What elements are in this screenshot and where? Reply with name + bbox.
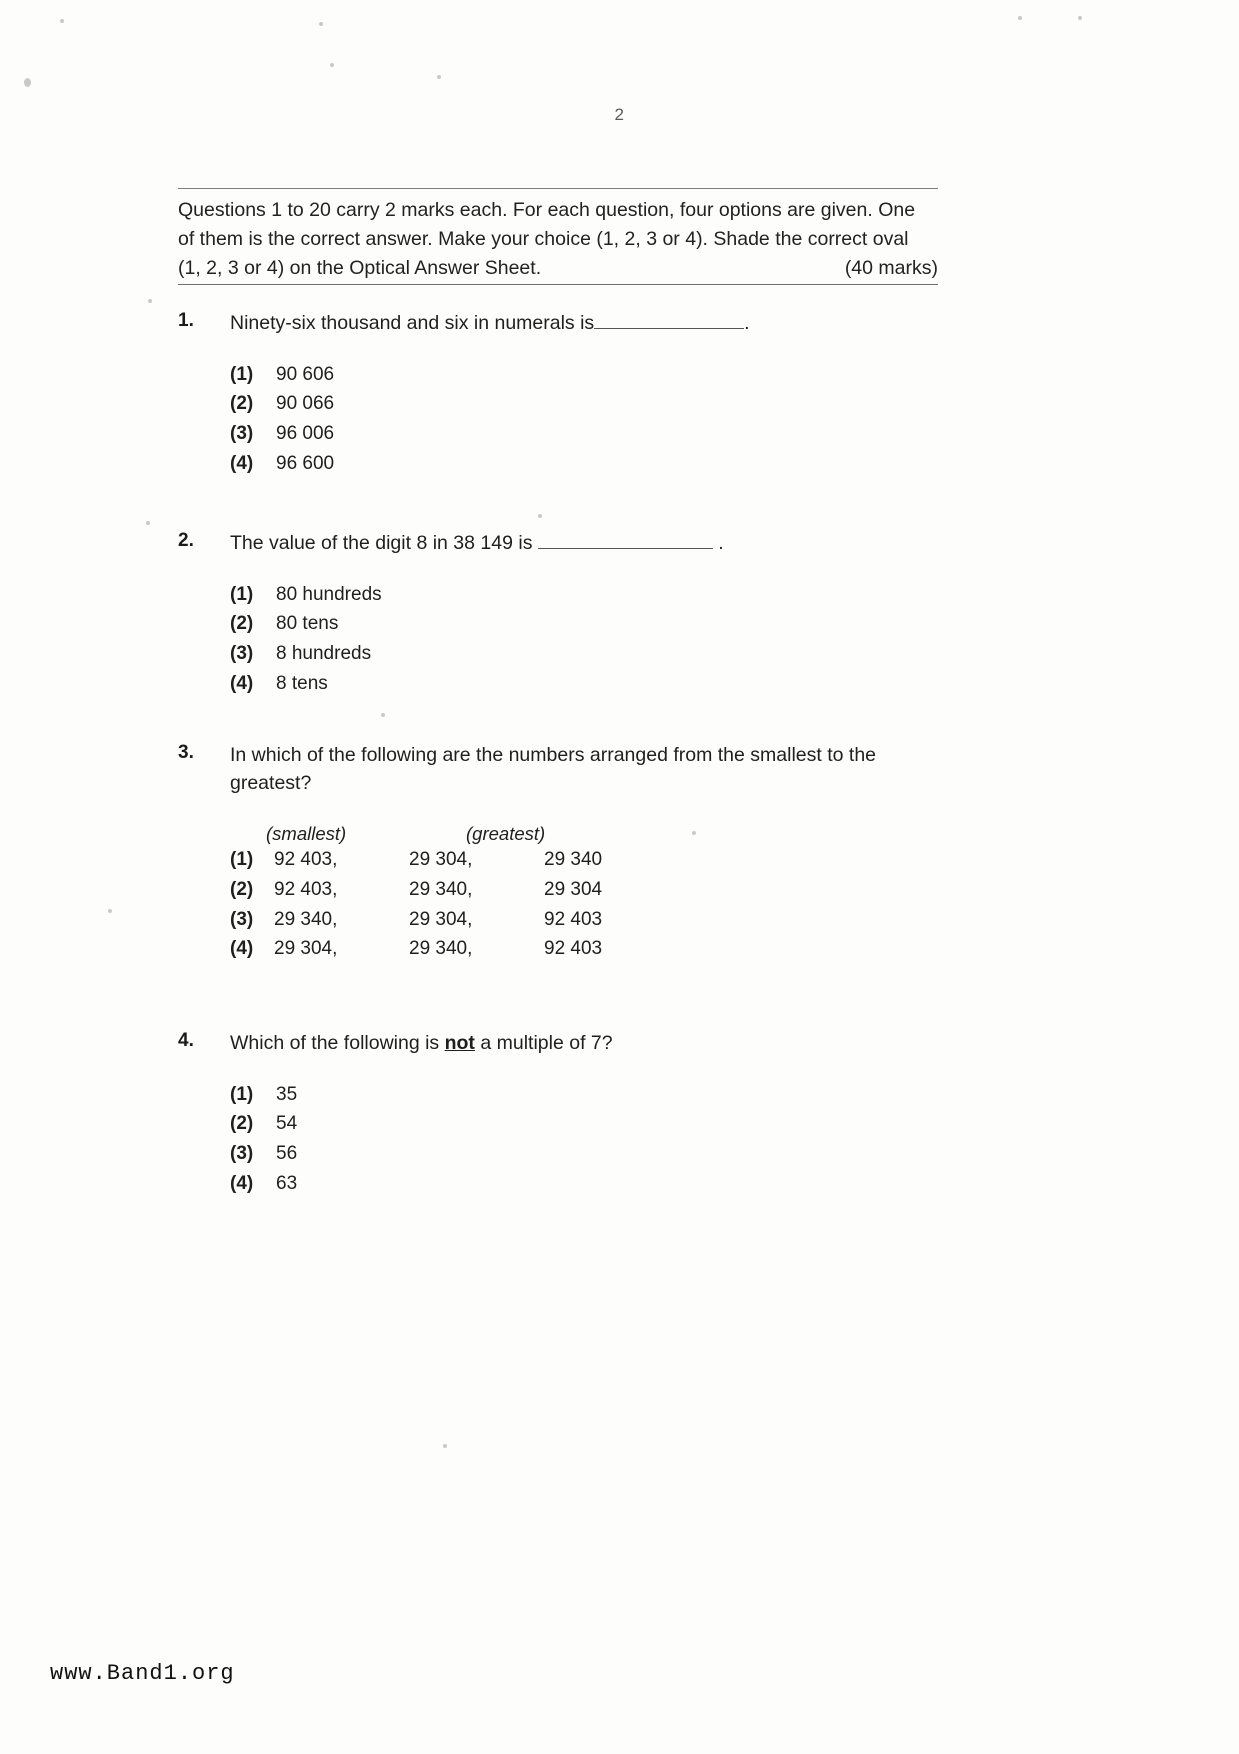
option-3[interactable] bbox=[230, 905, 978, 935]
question-4-options bbox=[230, 1080, 978, 1199]
option-4-label: (4) bbox=[230, 1172, 254, 1194]
option-1[interactable] bbox=[230, 580, 978, 610]
answer-blank bbox=[538, 534, 713, 549]
option-4-label: (4) bbox=[230, 672, 254, 694]
answer-blank bbox=[594, 314, 744, 329]
option-1[interactable] bbox=[230, 845, 978, 875]
question-2 bbox=[178, 530, 978, 698]
option-4[interactable] bbox=[230, 669, 978, 699]
header-smallest: (smallest) bbox=[266, 823, 347, 845]
option-1-label: (1) bbox=[230, 363, 254, 385]
question-4-stem-end: a multiple of 7? bbox=[474, 1032, 613, 1054]
option-2-value: 80 tens bbox=[276, 613, 339, 635]
option-4-label: (4) bbox=[230, 452, 254, 474]
question-2-number: 2. bbox=[178, 530, 194, 551]
scan-speck bbox=[319, 22, 323, 26]
scan-speck bbox=[1018, 16, 1022, 20]
option-1-value: 90 606 bbox=[276, 363, 335, 385]
question-1-text bbox=[230, 310, 978, 338]
question-1-options bbox=[230, 360, 978, 479]
option-1-label: (1) bbox=[230, 849, 254, 871]
instructions-block bbox=[178, 188, 938, 283]
option-4-col-3: 92 403 bbox=[544, 938, 603, 960]
option-4-value: 63 bbox=[276, 1172, 298, 1194]
question-4-number: 4. bbox=[178, 1030, 194, 1051]
option-2[interactable] bbox=[230, 875, 978, 905]
scan-speck bbox=[60, 19, 64, 23]
option-4[interactable] bbox=[230, 449, 978, 479]
option-4-col-2: 29 340, bbox=[409, 938, 473, 960]
scan-speck bbox=[443, 1444, 447, 1448]
question-3-column-headers bbox=[230, 823, 978, 845]
question-3-stem-line-1: In which of the following are the numbers arranged from the smallest to the bbox=[230, 744, 877, 766]
option-1-value: 35 bbox=[276, 1083, 298, 1105]
option-3-value: 8 hundreds bbox=[276, 642, 372, 664]
question-4-stem: Which of the following is bbox=[230, 1032, 445, 1054]
option-2[interactable] bbox=[230, 1109, 978, 1139]
question-1-number: 1. bbox=[178, 310, 194, 331]
option-2-label: (2) bbox=[230, 1113, 254, 1135]
scan-speck bbox=[330, 63, 334, 67]
question-3-stem-line-2: greatest? bbox=[230, 771, 312, 794]
scan-speck bbox=[146, 521, 150, 525]
option-2-value: 54 bbox=[276, 1113, 298, 1135]
option-2-value: 90 066 bbox=[276, 393, 335, 415]
question-3 bbox=[178, 742, 978, 964]
question-2-stem: The value of the digit 8 in 38 149 is bbox=[230, 532, 533, 554]
option-1-col-2: 29 304, bbox=[409, 849, 473, 871]
scan-speck bbox=[108, 909, 112, 913]
option-3-col-2: 29 304, bbox=[409, 908, 473, 930]
question-1 bbox=[178, 310, 978, 478]
question-3-text bbox=[230, 742, 978, 797]
option-4[interactable] bbox=[230, 1169, 978, 1199]
scan-speck bbox=[692, 831, 696, 835]
question-4-text bbox=[230, 1030, 978, 1058]
option-3-label: (3) bbox=[230, 1142, 254, 1164]
scan-speck bbox=[148, 299, 152, 303]
option-1-label: (1) bbox=[230, 583, 254, 605]
option-3-label: (3) bbox=[230, 642, 254, 664]
option-4-value: 8 tens bbox=[276, 672, 328, 694]
option-2-label: (2) bbox=[230, 613, 254, 635]
option-1-value: 80 hundreds bbox=[276, 583, 382, 605]
scan-speck bbox=[437, 75, 441, 79]
instructions-line-1: Questions 1 to 20 carry 2 marks each. For each question, four options are given. One bbox=[178, 199, 916, 221]
option-4[interactable] bbox=[230, 934, 978, 964]
option-3-value: 56 bbox=[276, 1142, 298, 1164]
question-2-text bbox=[230, 530, 978, 558]
question-2-stem-end: . bbox=[718, 532, 724, 554]
option-3-label: (3) bbox=[230, 908, 254, 930]
option-3-label: (3) bbox=[230, 422, 254, 444]
scan-speck bbox=[1078, 16, 1082, 20]
option-4-value: 96 600 bbox=[276, 452, 335, 474]
option-1-col-1: 92 403, bbox=[274, 849, 338, 871]
question-4-emphasis: not bbox=[444, 1032, 475, 1054]
question-3-number: 3. bbox=[178, 742, 194, 763]
option-3-col-1: 29 340, bbox=[274, 908, 338, 930]
instructions-line-3: (1, 2, 3 or 4) on the Optical Answer Sheet. bbox=[178, 256, 542, 279]
option-1[interactable] bbox=[230, 360, 978, 390]
option-2-label: (2) bbox=[230, 393, 254, 415]
page-number: 2 bbox=[614, 105, 625, 124]
option-3[interactable] bbox=[230, 419, 978, 449]
option-1[interactable] bbox=[230, 1080, 978, 1110]
option-2[interactable] bbox=[230, 609, 978, 639]
option-3-value: 96 006 bbox=[276, 422, 335, 444]
option-2[interactable] bbox=[230, 389, 978, 419]
option-2-col-2: 29 340, bbox=[409, 879, 473, 900]
question-1-stem: Ninety-six thousand and six in numerals is bbox=[230, 312, 595, 334]
scan-speck bbox=[381, 713, 385, 717]
instructions-line-2: of them is the correct answer. Make your choice (1, 2, 3 or 4). Shade the correct oval bbox=[178, 227, 909, 250]
option-3-col-3: 92 403 bbox=[544, 908, 603, 930]
option-1-label: (1) bbox=[230, 1083, 254, 1105]
question-2-options bbox=[230, 580, 978, 699]
instructions-marks: (40 marks) bbox=[844, 256, 938, 279]
scan-speck bbox=[24, 78, 31, 87]
option-4-label: (4) bbox=[230, 938, 254, 960]
option-1-col-3: 29 340 bbox=[544, 849, 603, 871]
instructions-line-3-row bbox=[178, 254, 938, 283]
question-4 bbox=[178, 1030, 978, 1198]
header-greatest: (greatest) bbox=[466, 823, 546, 845]
option-3[interactable] bbox=[230, 639, 978, 669]
option-4-col-1: 29 304, bbox=[274, 938, 338, 960]
question-1-stem-end: . bbox=[744, 312, 750, 334]
option-2-label: (2) bbox=[230, 879, 254, 900]
site-watermark: www.Band1.org bbox=[50, 1661, 235, 1686]
option-2-col-1: 92 403, bbox=[274, 879, 338, 900]
instructions-divider bbox=[178, 284, 938, 285]
option-3[interactable] bbox=[230, 1139, 978, 1169]
scan-speck bbox=[538, 514, 542, 518]
option-2-col-3: 29 304 bbox=[544, 879, 603, 900]
